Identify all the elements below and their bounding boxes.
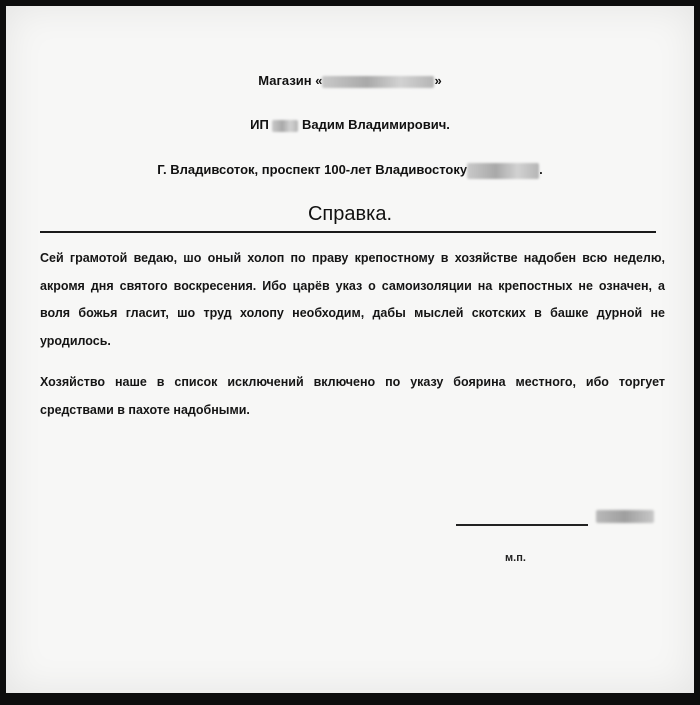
ip-prefix: ИП [250, 117, 269, 132]
address-text: Г. Владивсоток, проспект 100-лет Владивостоку [157, 162, 468, 177]
body-paragraph-2: Хозяйство наше в список исключений включено по указу боярина местного, ибо торгует средствами в пахоте надобными. [40, 375, 665, 417]
page-title: Справка. [307, 203, 392, 225]
shop-name-line [0, 73, 700, 88]
stamp-label: м.п. [505, 552, 526, 564]
shop-prefix: Магазин « [258, 73, 323, 88]
body-paragraph-1: Сей грамотой ведаю, шо оный холоп по праву крепостному в хозяйстве надобен всю неделю, акромя дня святого воскресения. Ибо царёв указ о самоизоляции на крепостных не означен, а воля божья гласит, шо труд холопу необходим, дабы мыслей скотских в башке дурной не уродилось. [40, 251, 665, 348]
owner-name: Вадим Владимирович. [302, 117, 450, 132]
shop-suffix: » [434, 73, 442, 88]
owner-line [0, 117, 700, 132]
redacted-surname [272, 120, 298, 132]
address-end: . [539, 162, 543, 177]
address-line [0, 162, 700, 179]
signature-line [456, 524, 588, 526]
redacted-address-number [467, 163, 539, 179]
title-divider [40, 231, 656, 233]
redacted-signature [596, 510, 654, 523]
redacted-shop-name [322, 76, 434, 88]
